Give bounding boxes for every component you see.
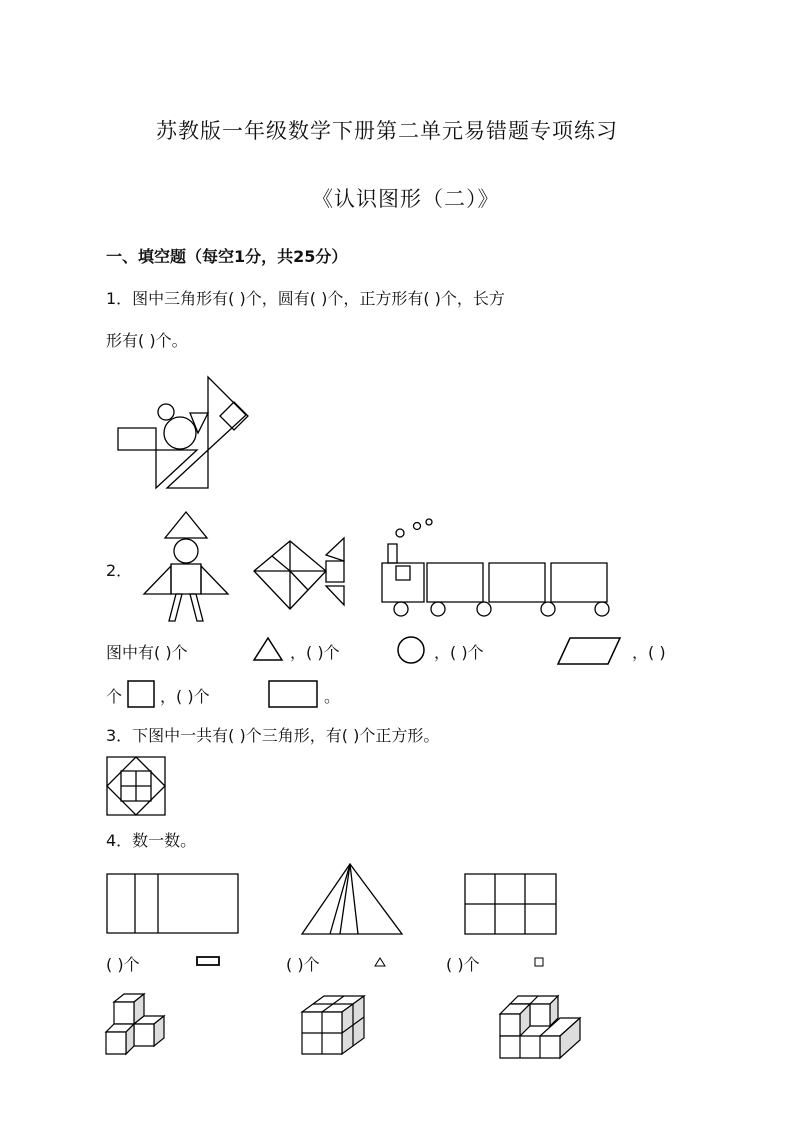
- q2-person-left-arm: [144, 566, 171, 594]
- q2-row1-c: ，( )个: [434, 643, 484, 662]
- q3-figure: [106, 756, 168, 818]
- q4-text: 4．数一数。: [106, 831, 197, 850]
- q4-blank-tri: ( )个: [286, 955, 320, 974]
- q2-row2-a: 个: [106, 687, 123, 706]
- q2-wheel: [541, 602, 555, 616]
- q2-figures: [140, 508, 620, 618]
- q2-smoke-1: [396, 529, 404, 537]
- q2-number: 2．: [106, 561, 133, 580]
- q2-smoke-2: [414, 523, 421, 530]
- circle-icon: [396, 635, 426, 665]
- small-triangle-icon: [374, 956, 386, 968]
- page-subtitle: 《认识图形（二）》: [312, 187, 500, 211]
- small-square-icon: [534, 956, 546, 968]
- page-title: 苏教版一年级数学下册第二单元易错题专项练习: [156, 119, 618, 143]
- q2-car-3: [551, 563, 607, 602]
- rectangle-icon: [267, 679, 319, 709]
- q1-large-circle: [164, 417, 196, 449]
- q2-row1-b: ，( )个: [290, 643, 340, 662]
- q2-fish-tail-bottom: [326, 586, 344, 605]
- q4-blank-sq: ( )个: [446, 955, 480, 974]
- q2-wheel: [477, 602, 491, 616]
- q4-cubes-figure-3: [496, 990, 586, 1060]
- q4-cubes-figure-1: [104, 990, 184, 1060]
- q2-row1-d: ，( ): [632, 643, 666, 662]
- q1-triangle-bottom-right: [167, 450, 208, 488]
- q2-car-1: [427, 563, 483, 602]
- q2-person-head: [174, 539, 198, 563]
- q2-person-left-leg: [169, 594, 182, 621]
- q2-engine-window: [396, 566, 410, 580]
- q4-blank-rect: ( )个: [106, 955, 140, 974]
- q2-person-right-arm: [201, 566, 228, 594]
- q1-line1: 1．图中三角形有( )个，圆有( )个，正方形有( )个，长方: [106, 289, 505, 308]
- q4-squares-figure: [464, 873, 560, 937]
- q2-wheel: [431, 602, 445, 616]
- q2-person-right-leg: [190, 594, 203, 621]
- q1-rectangle: [118, 428, 156, 450]
- small-rectangle-icon: [196, 956, 220, 968]
- parallelogram-icon: [556, 636, 622, 666]
- q2-wheel: [595, 602, 609, 616]
- q2-car-2: [489, 563, 545, 602]
- q1-small-circle: [158, 404, 174, 420]
- q1-figure: [112, 375, 252, 490]
- section-heading: 一、填空题（每空1分，共25分）: [106, 247, 348, 266]
- q2-row2-c: 。: [324, 687, 341, 706]
- q4-cubes-figure-2: [300, 990, 380, 1060]
- q2-engine: [382, 563, 424, 602]
- q2-row2-b: ，( )个: [160, 687, 210, 706]
- q2-person-body: [171, 564, 201, 594]
- q2-wheel: [394, 602, 408, 616]
- q2-row1-a: 图中有( )个: [106, 643, 188, 662]
- q2-fish-tail-top: [326, 538, 344, 561]
- q4-rectangles-figure: [106, 873, 241, 935]
- q2-person-hat: [165, 512, 207, 538]
- q1-line2: 形有( )个。: [106, 331, 188, 350]
- q2-fish-tail-square: [326, 561, 344, 582]
- q4-triangles-figure: [300, 862, 404, 937]
- q3-text: 3．下图中一共有( )个三角形，有( )个正方形。: [106, 726, 440, 745]
- square-icon: [126, 679, 156, 709]
- q2-chimney: [388, 544, 397, 563]
- q1-triangle-bottom-left: [156, 450, 197, 488]
- triangle-icon: [252, 636, 284, 662]
- q1-triangle-top: [208, 377, 246, 450]
- q2-smoke-3: [426, 519, 432, 525]
